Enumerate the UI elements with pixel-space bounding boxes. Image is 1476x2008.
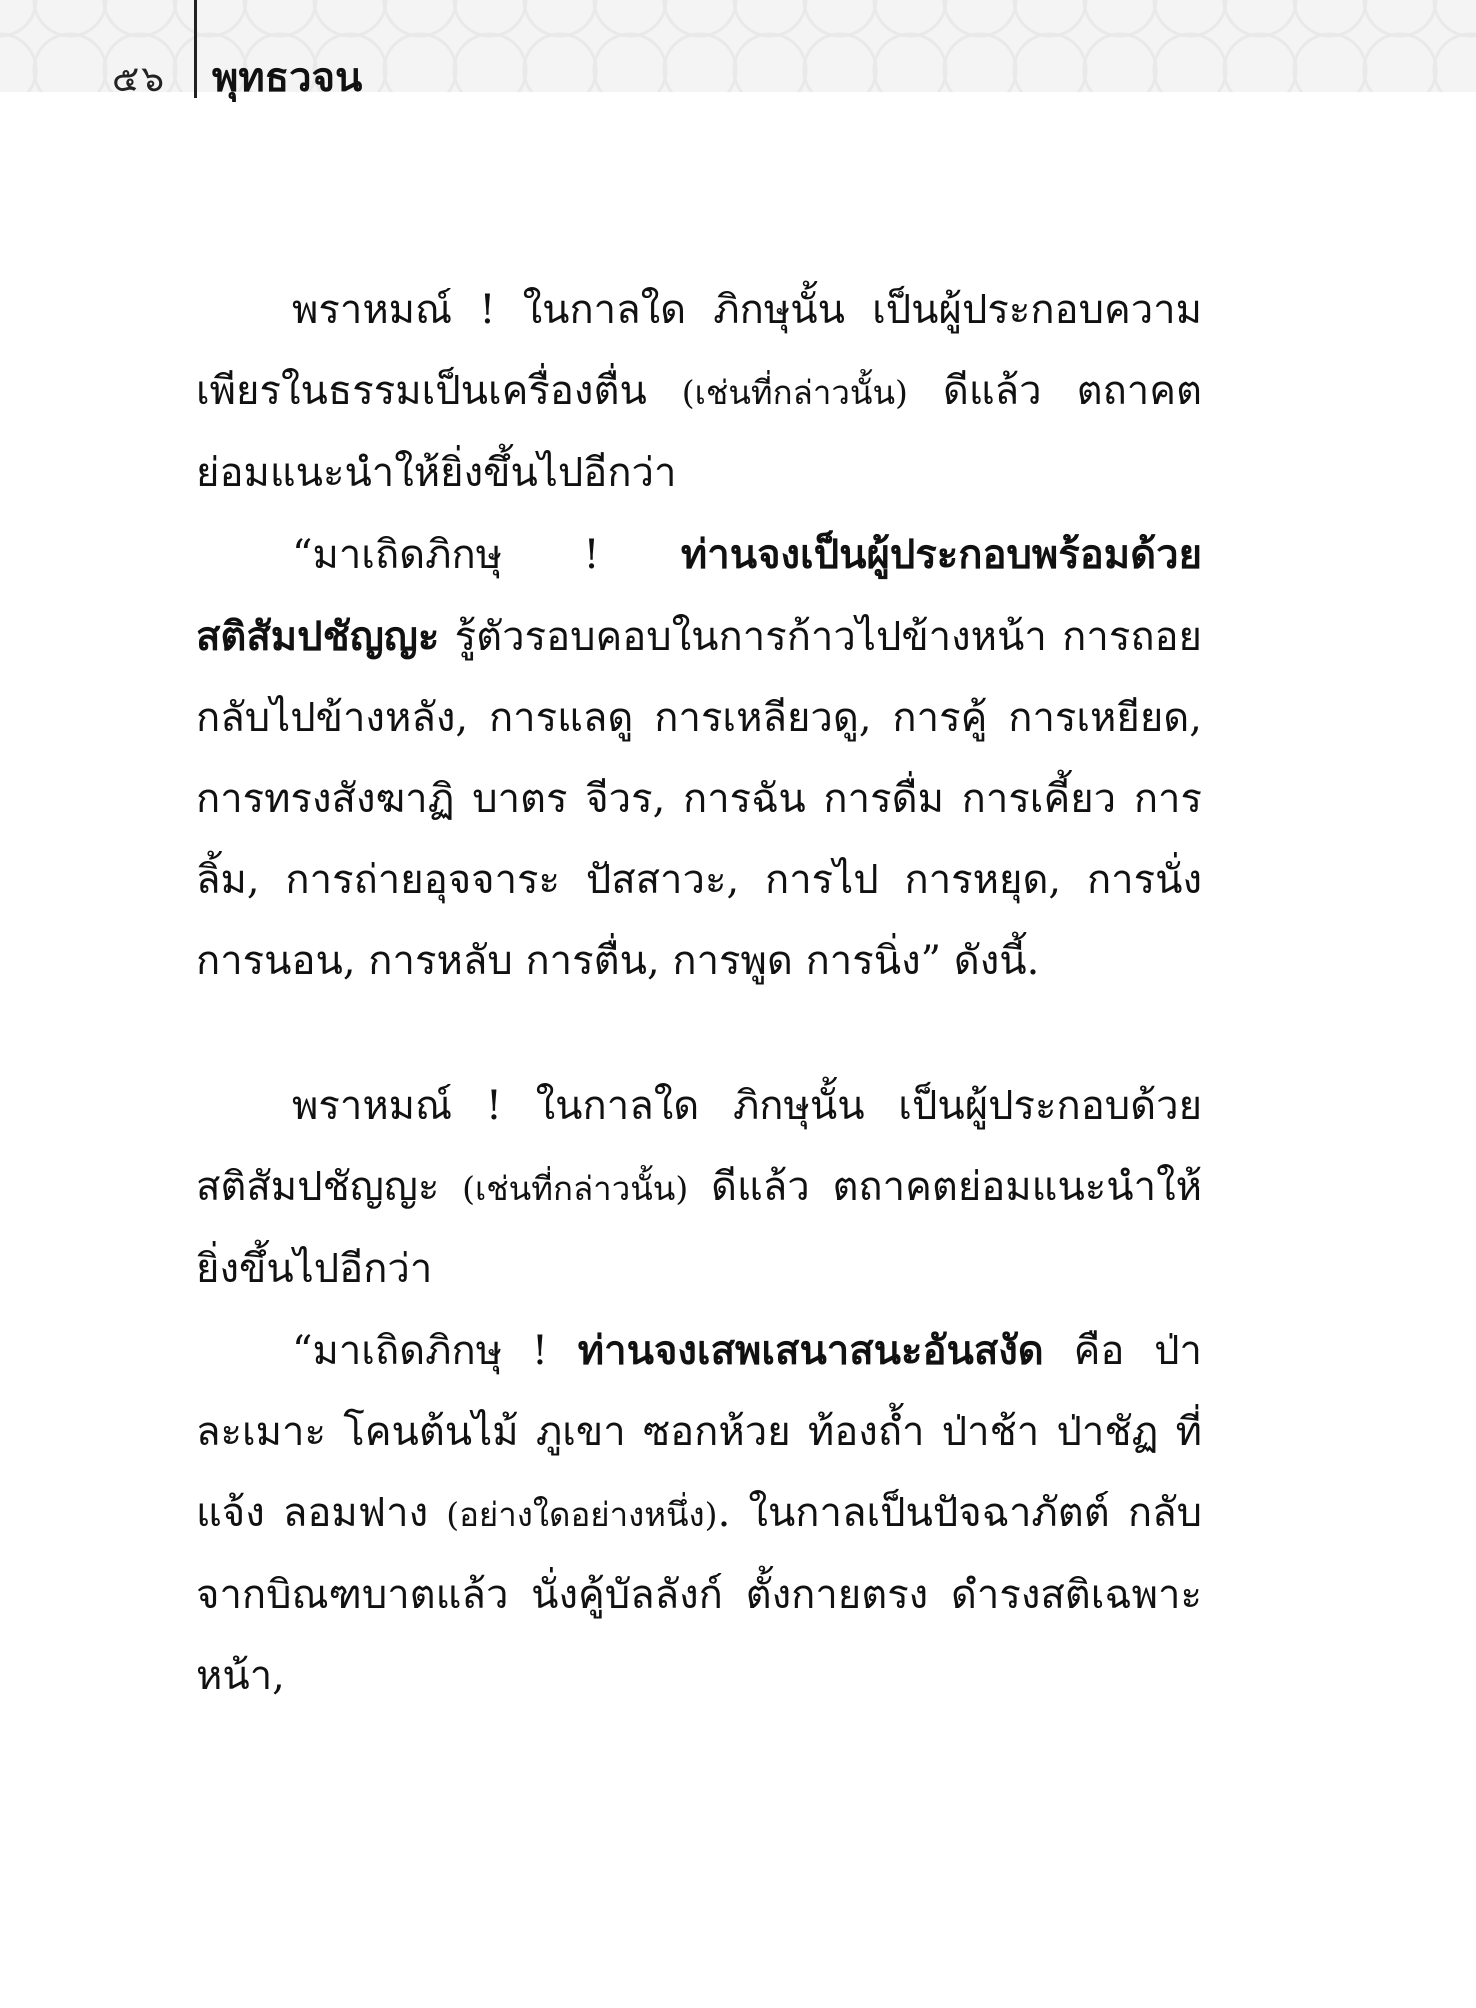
bold-phrase: ท่านจงเสพเสนาสนะอันสงัด xyxy=(577,1327,1044,1374)
body-text xyxy=(196,270,1202,1717)
parenthetical-note: (เช่นที่กล่าวนั้น) xyxy=(681,373,908,412)
parenthetical-note: (เช่นที่กล่าวนั้น) xyxy=(462,1169,689,1208)
text-segment: “มาเถิดภิกษุ ! xyxy=(292,1328,578,1374)
text-segment: คือ ป่าละเมาะ โคนต้นไม้ ภูเขา ซอกห้วย ท้องถ้ำ ป่าช้า ป่าชัฏ ที่แจ้ง ลอมฟาง xyxy=(196,1328,1202,1536)
paragraph-1 xyxy=(196,270,1202,514)
page-number: ๕๖ xyxy=(112,59,167,100)
parenthetical-note: (อย่างใดอย่างหนึ่ง) xyxy=(446,1495,718,1534)
header-divider xyxy=(194,0,197,98)
text-segment: ดีแล้ว ตถาคตย่อมแนะนำให้ยิ่งขึ้นไปอีกว่า xyxy=(196,1164,1202,1292)
paragraph-3 xyxy=(196,1066,1202,1310)
text-segment: พราหมณ์ ! ในกาลใด ภิกษุนั้น เป็นผู้ประกอบด้วยสติสัมปชัญญะ xyxy=(196,1083,1202,1210)
text-segment: ดีแล้ว ตถาคตย่อมแนะนำให้ยิ่งขึ้นไปอีกว่า xyxy=(196,368,1202,496)
bold-phrase: ท่านจงเป็นผู้ประกอบพร้อมด้วยสติสัมปชัญญะ xyxy=(196,531,1202,660)
running-title: พุทธวจน xyxy=(212,54,363,101)
text-segment: รู้ตัวรอบคอบในการก้าวไปข้างหน้า การถอยกลับไปข้างหลัง, การแลดู การเหลียวดู, การคู้ การเหยียด, การทรงสังฆาฏิ บาตร จีวร, การฉัน การดื่ม การเคี้ยว การลิ้ม, การถ่ายอุจจาระ ปัสสาวะ, การไป การหยุด, การนั่ง การนอน, การหลับ การตื่น, การพูด การนิ่ง” ดังนี้. xyxy=(196,614,1202,984)
paragraph-2 xyxy=(196,514,1202,1002)
paragraph-4 xyxy=(196,1310,1202,1717)
text-segment: . ในกาลเป็นปัจฉาภัตต์ กลับจากบิณฑบาตแล้ว นั่งคู้บัลลังก์ ตั้งกายตรง ดำรงสติเฉพาะหน้า, xyxy=(196,1490,1202,1699)
text-segment: “มาเถิดภิกษุ ! xyxy=(292,532,681,578)
text-segment: พราหมณ์ ! ในกาลใด ภิกษุนั้น เป็นผู้ประกอบความเพียรในธรรมเป็นเครื่องตื่น xyxy=(196,287,1202,414)
